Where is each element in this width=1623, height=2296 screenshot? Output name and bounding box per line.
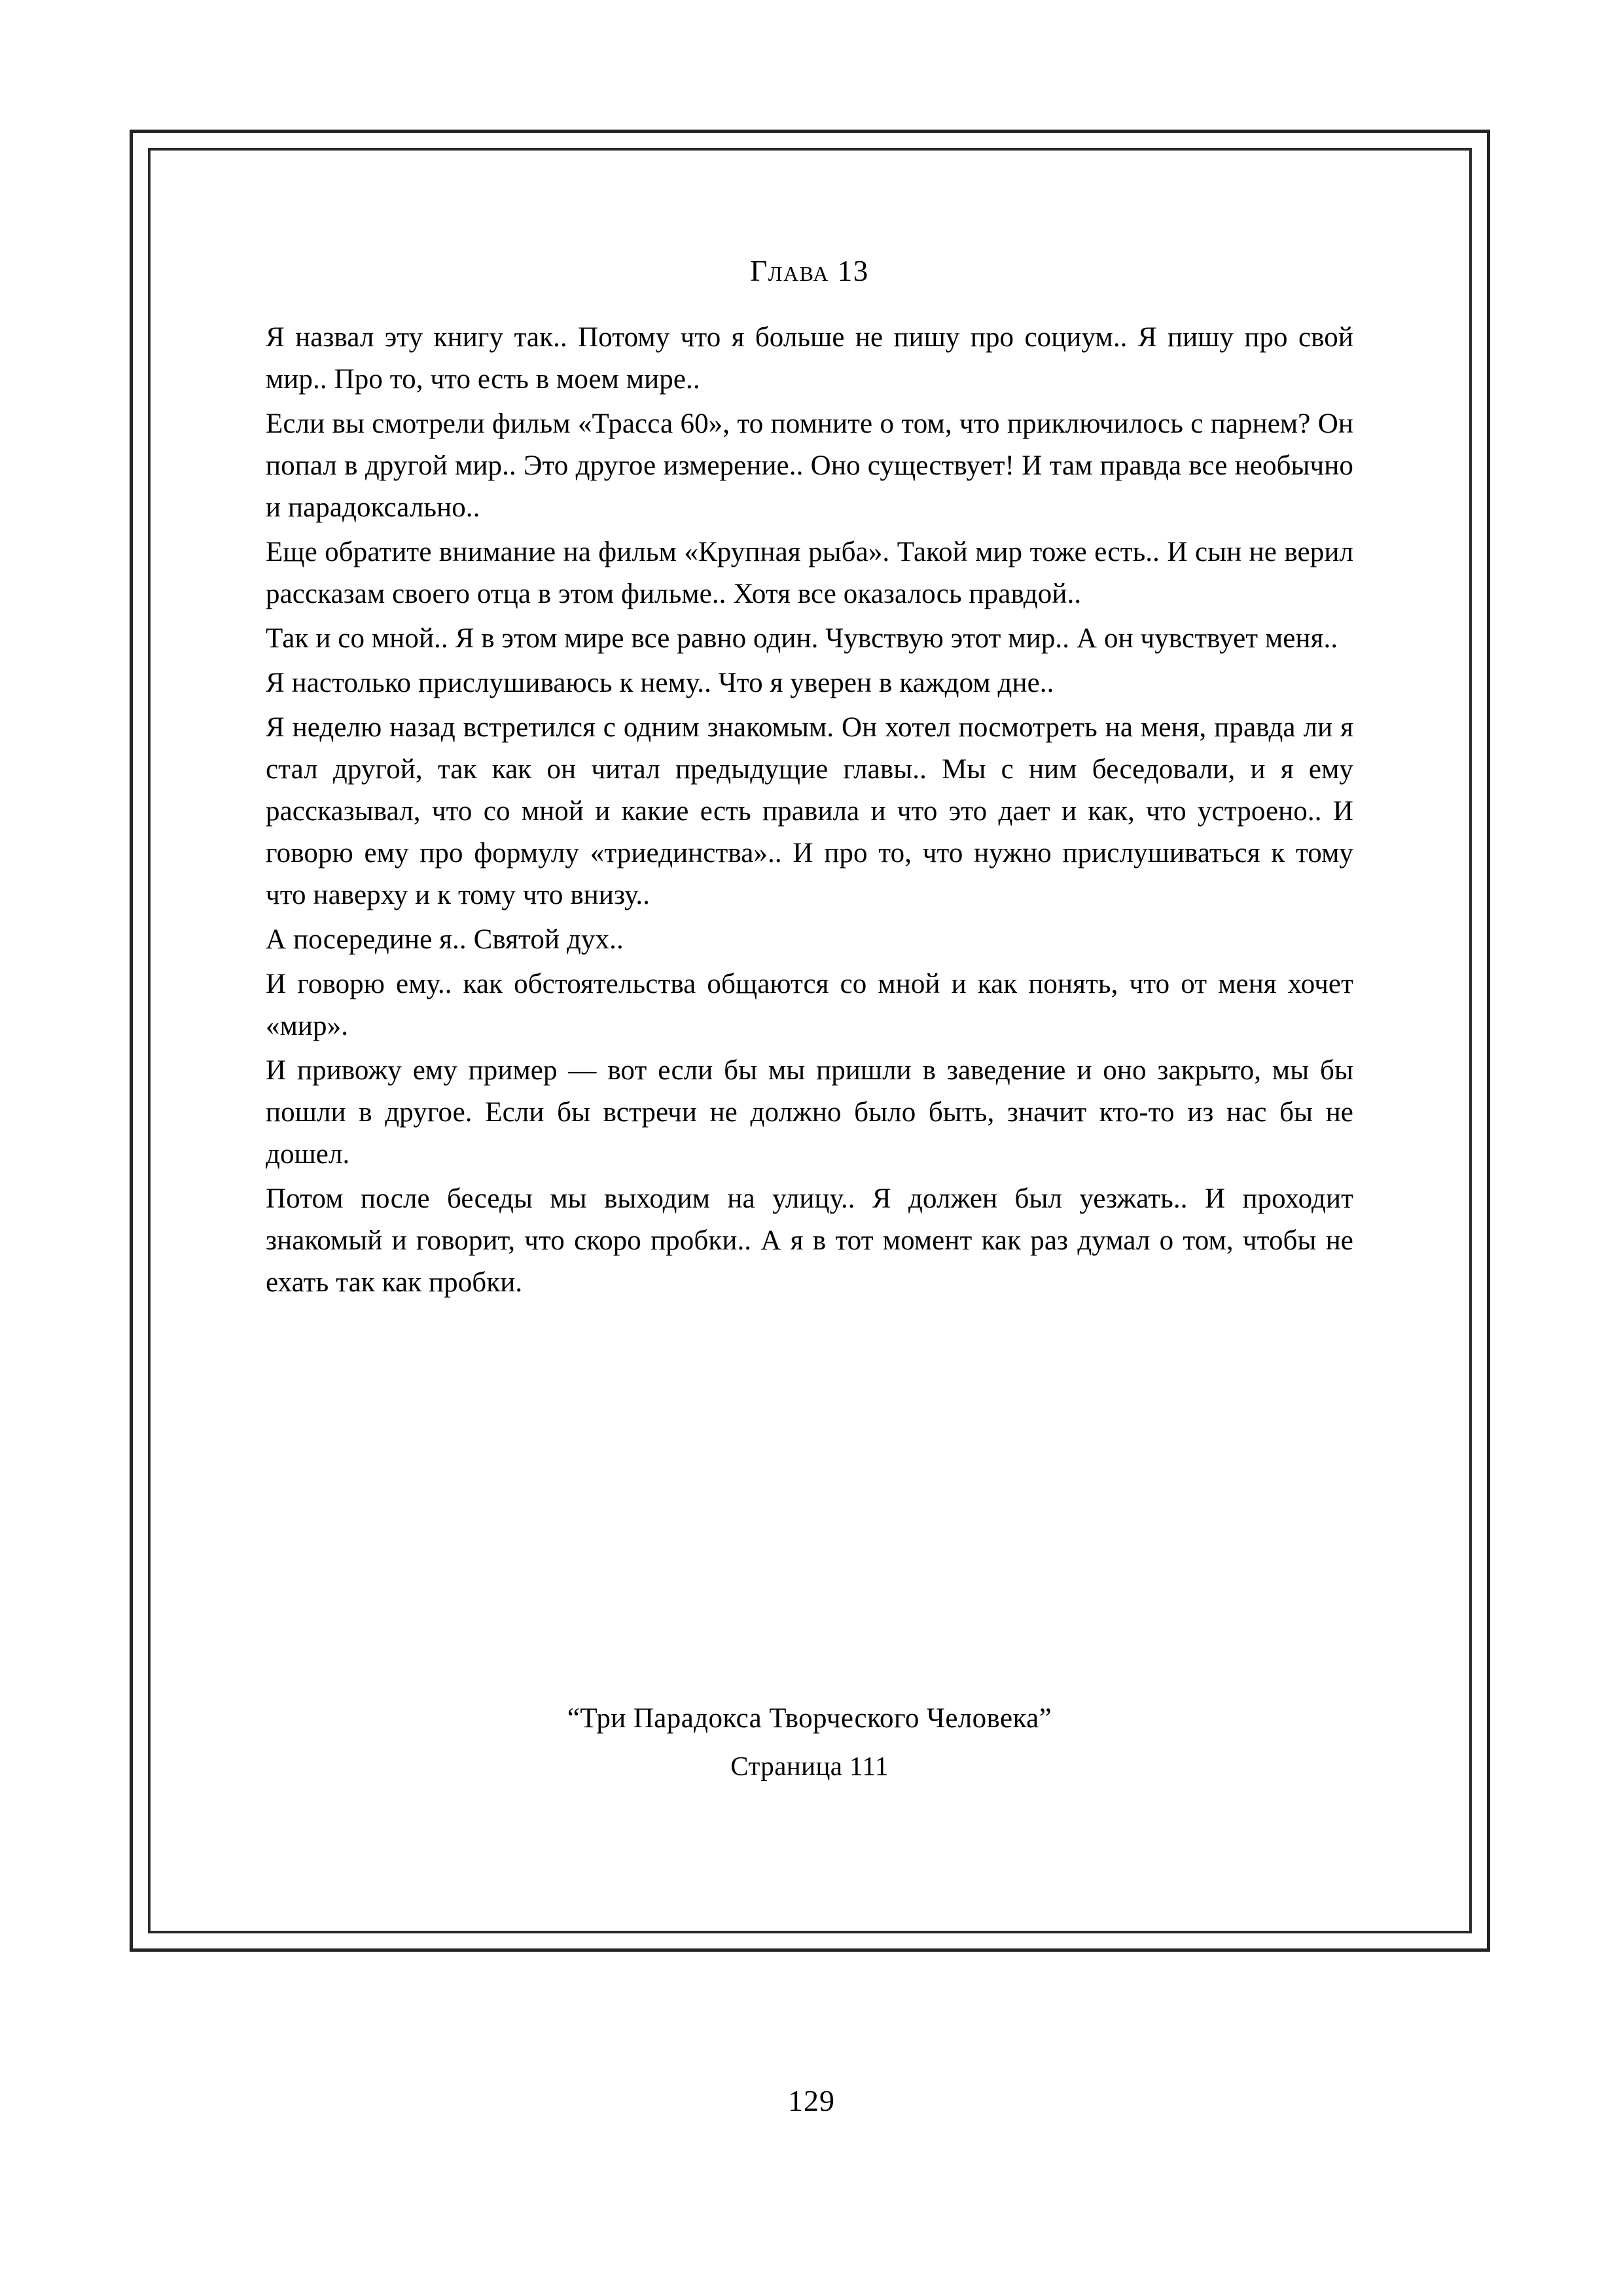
paragraph: Потом после беседы мы выходим на улицу.. Я должен был уезжать.. И проходит знакомый и говорит, что скоро пробки.. А я в тот момент как раз думал о том, чтобы не ехать так как пробки. <box>266 1183 1353 1298</box>
paragraph: А посередине я.. Святой дух.. <box>266 924 624 955</box>
chapter-heading: Глава 13 <box>750 255 869 287</box>
folio-number: 129 <box>788 2084 835 2117</box>
paragraph: И привожу ему пример — вот если бы мы пришли в заведение и оно закрыто, мы бы пошли в другое. Если бы встречи не должно было быть, значит кто-то из нас бы не дошел. <box>266 1054 1353 1170</box>
book-page-label: Страница 111 <box>730 1751 889 1781</box>
paragraph: Если вы смотрели фильм «Трасса 60», то помните о том, что приключилось с парнем? Он попал в другой мир.. Это другое измерение.. Оно существует! И там правда все необычно и парадоксально.. <box>266 408 1353 523</box>
body-text <box>266 317 1353 1304</box>
page-content <box>266 255 1353 1304</box>
paragraph: Я настолько прислушиваюсь к нему.. Что я уверен в каждом дне.. <box>266 667 1054 698</box>
paragraph: Так и со мной.. Я в этом мире все равно один. Чувствую этот мир.. А он чувствует меня.. <box>266 622 1338 654</box>
paragraph: Я назвал эту книгу так.. Потому что я больше не пишу про социум.. Я пишу про свой мир.. Про то, что есть в моем мире.. <box>266 321 1353 395</box>
paragraph: Я неделю назад встретился с одним знакомым. Он хотел посмотреть на меня, правда ли я стал другой, так как он читал предыдущие главы.. Мы с ним беседовали, и я ему рассказывал, что со мной и какие есть правила и что это дает и как, что устроено.. И говорю ему про формулу «триединства».. И про то, что нужно прислушиваться к тому что наверху и к тому что внизу.. <box>266 711 1353 910</box>
page-footer <box>266 1698 1353 1786</box>
book-title: “Три Парадокса Творческого Человека” <box>567 1703 1052 1734</box>
paragraph: Еще обратите внимание на фильм «Крупная рыба». Такой мир тоже есть.. И сын не верил рассказам своего отца в этом фильме.. Хотя все оказалось правдой.. <box>266 536 1353 609</box>
paragraph: И говорю ему.. как обстоятельства общаются со мной и как понять, что от меня хочет «мир». <box>266 968 1353 1041</box>
